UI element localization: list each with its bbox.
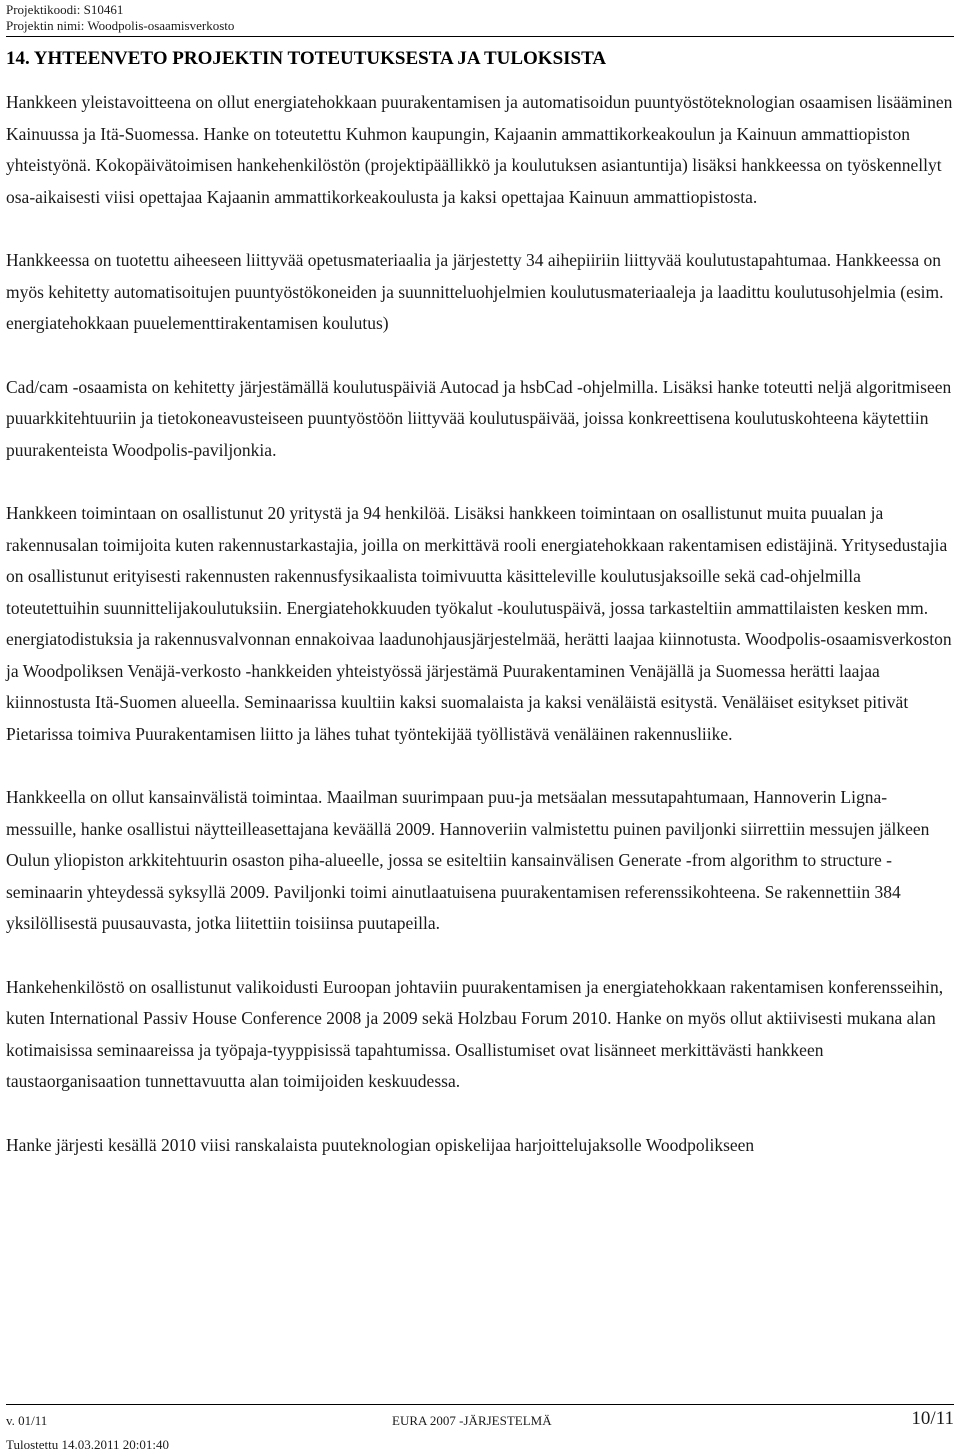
section-title: 14. YHTEENVETO PROJEKTIN TOTEUTUKSESTA JA TULOKSISTA	[6, 48, 607, 69]
footer-printed-timestamp: Tulostettu 14.03.2011 20:01:40	[6, 1437, 170, 1452]
paragraph-internship: Hanke järjesti kesällä 2010 viisi ranskalaista puuteknologian opiskelijaa harjoittelujaksolle Woodpolikseen	[6, 1134, 755, 1155]
project-code: Projektikoodi: S10461	[6, 2, 124, 17]
footer-divider	[6, 1404, 954, 1405]
header-divider	[6, 36, 954, 37]
project-name: Projektin nimi: Woodpolis-osaamisverkosto	[6, 18, 235, 33]
paragraph-international: Hankkeella on ollut kansainvälistä toimintaa. Maailman suurimpaan puu-ja metsäalan messutapahtumaan, Hannoverin Ligna-messuille, hanke osallistui näytteilleasettajana keväällä 2009. Hannoveriin valmistettu puinen paviljonki siirrettiin messujen jälkeen Oulun yliopiston arkkitehtuurin osaston piha-alueelle, jossa se esiteltiin kansainvälisen Generate -from algorithm to structure -seminaarin yhteydessä syksyllä 2009. Paviljonki toimi ainutlaatuisena puurakentamisen referenssikohteena. Se rakennettiin 384 yksilöllisestä puusauvasta, jotka liitettiin toisiinsa puutapeilla.	[6, 787, 930, 933]
paragraph-conferences: Hankehenkilöstö on osallistunut valikoidusti Euroopan johtaviin puurakentamisen ja energiatehokkaan rakentamisen konferensseihin, kuten International Passiv House Conference 2008 ja 2009 sekä Holzbau Forum 2010. Hanke on myös ollut aktiivisesti mukana alan kotimaisissa seminaareissa ja työpaja-tyyppisissä tapahtumissa. Osallistumiset ovat lisänneet merkittävästi hankkeen taustaorganisaation tunnettavuutta alan toimijoiden keskuudessa.	[6, 976, 944, 1091]
paragraph-goals: Hankkeen yleistavoitteena on ollut energiatehokkaan puurakentamisen ja automatisoidun puuntyöstöteknologian osaamisen lisääminen Kainuussa ja Itä-Suomessa. Hanke on toteutettu Kuhmon kaupungin, Kajaanin ammattikorkeakoulun ja Kainuun ammattiopiston yhteistyönä. Kokopäivätoimisen hankehenkilöstön (projektipäällikkö ja koulutuksen asiantuntija) lisäksi hankkeessa on työskennellyt osa-aikaisesti viisi opettajaa Kajaanin ammattikorkeakoulusta ja kaksi opettajaa Kainuun ammattiopistosta.	[6, 92, 953, 207]
paragraph-cadcam: Cad/cam -osaamista on kehitetty järjestämällä koulutuspäiviä Autocad ja hsbCad -ohjelmilla. Lisäksi hanke toteutti neljä algoritmiseen puuarkkitehtuuriin ja tietokoneavusteiseen puuntyöstöön liittyvää koulutuspäivää, joissa konkreettisena koulutuskohteena käytettiin puurakenteista Woodpolis-paviljonkia.	[6, 376, 952, 460]
footer-system-name: EURA 2007 -JÄRJESTELMÄ	[392, 1413, 552, 1428]
paragraph-participants: Hankkeen toimintaan on osallistunut 20 yritystä ja 94 henkilöä. Lisäksi hankkeen toimintaan on osallistunut muita puualan ja rakennusalan toimijoita kuten rakennustarkastajia, joilla on merkittävä rooli energiatehokkaan rakentamisen edistäjinä. Yritysedustajia on osallistunut erityisesti rakennusten rakennusfysikaalista toimivuutta käsitteleville koulutusjaksoille sekä cad-ohjelmilla toteutettuihin suunnittelijakoulutuksiin. Energiatehokkuuden työkalut -koulutuspäivä, jossa tarkasteltiin ammattilaisten kesken mm. energiatodistuksia ja rakennusvalvonnan ennakoivaa laadunohjausjärjestelmää, herätti laajaa kiinnotusta. Woodpolis-osaamisverkoston ja Woodpoliksen Venäjä-verkosto -hankkeiden yhteistyössä järjestämä Puurakentaminen Venäjällä ja Suomessa herätti laajaa kiinnostusta Itä-Suomen alueella. Seminaarissa kuultiin kaksi suomalaista ja kaksi venäläistä esitystä. Venäläiset esitykset pitivät Pietarissa toimiva Puurakentamisen liitto ja lähes tuhat työntekijää työllistävä venäläinen rakennusliike.	[6, 503, 952, 744]
footer-version: v. 01/11	[6, 1413, 48, 1428]
page-number: 10/11	[911, 1408, 954, 1429]
section-body	[6, 87, 956, 1193]
paragraph-materials: Hankkeessa on tuotettu aiheeseen liittyvää opetusmateriaalia ja järjestetty 34 aihepiiriin liittyvää koulutustapahtumaa. Hankkeessa on myös kehitetty automatisoitujen puuntyöstökoneiden ja suunnitteluohjelmien koulutusmateriaaleja ja laadittu koulutusohjelmia (esim. energiatehokkaan puuelementtirakentamisen koulutus)	[6, 250, 944, 333]
